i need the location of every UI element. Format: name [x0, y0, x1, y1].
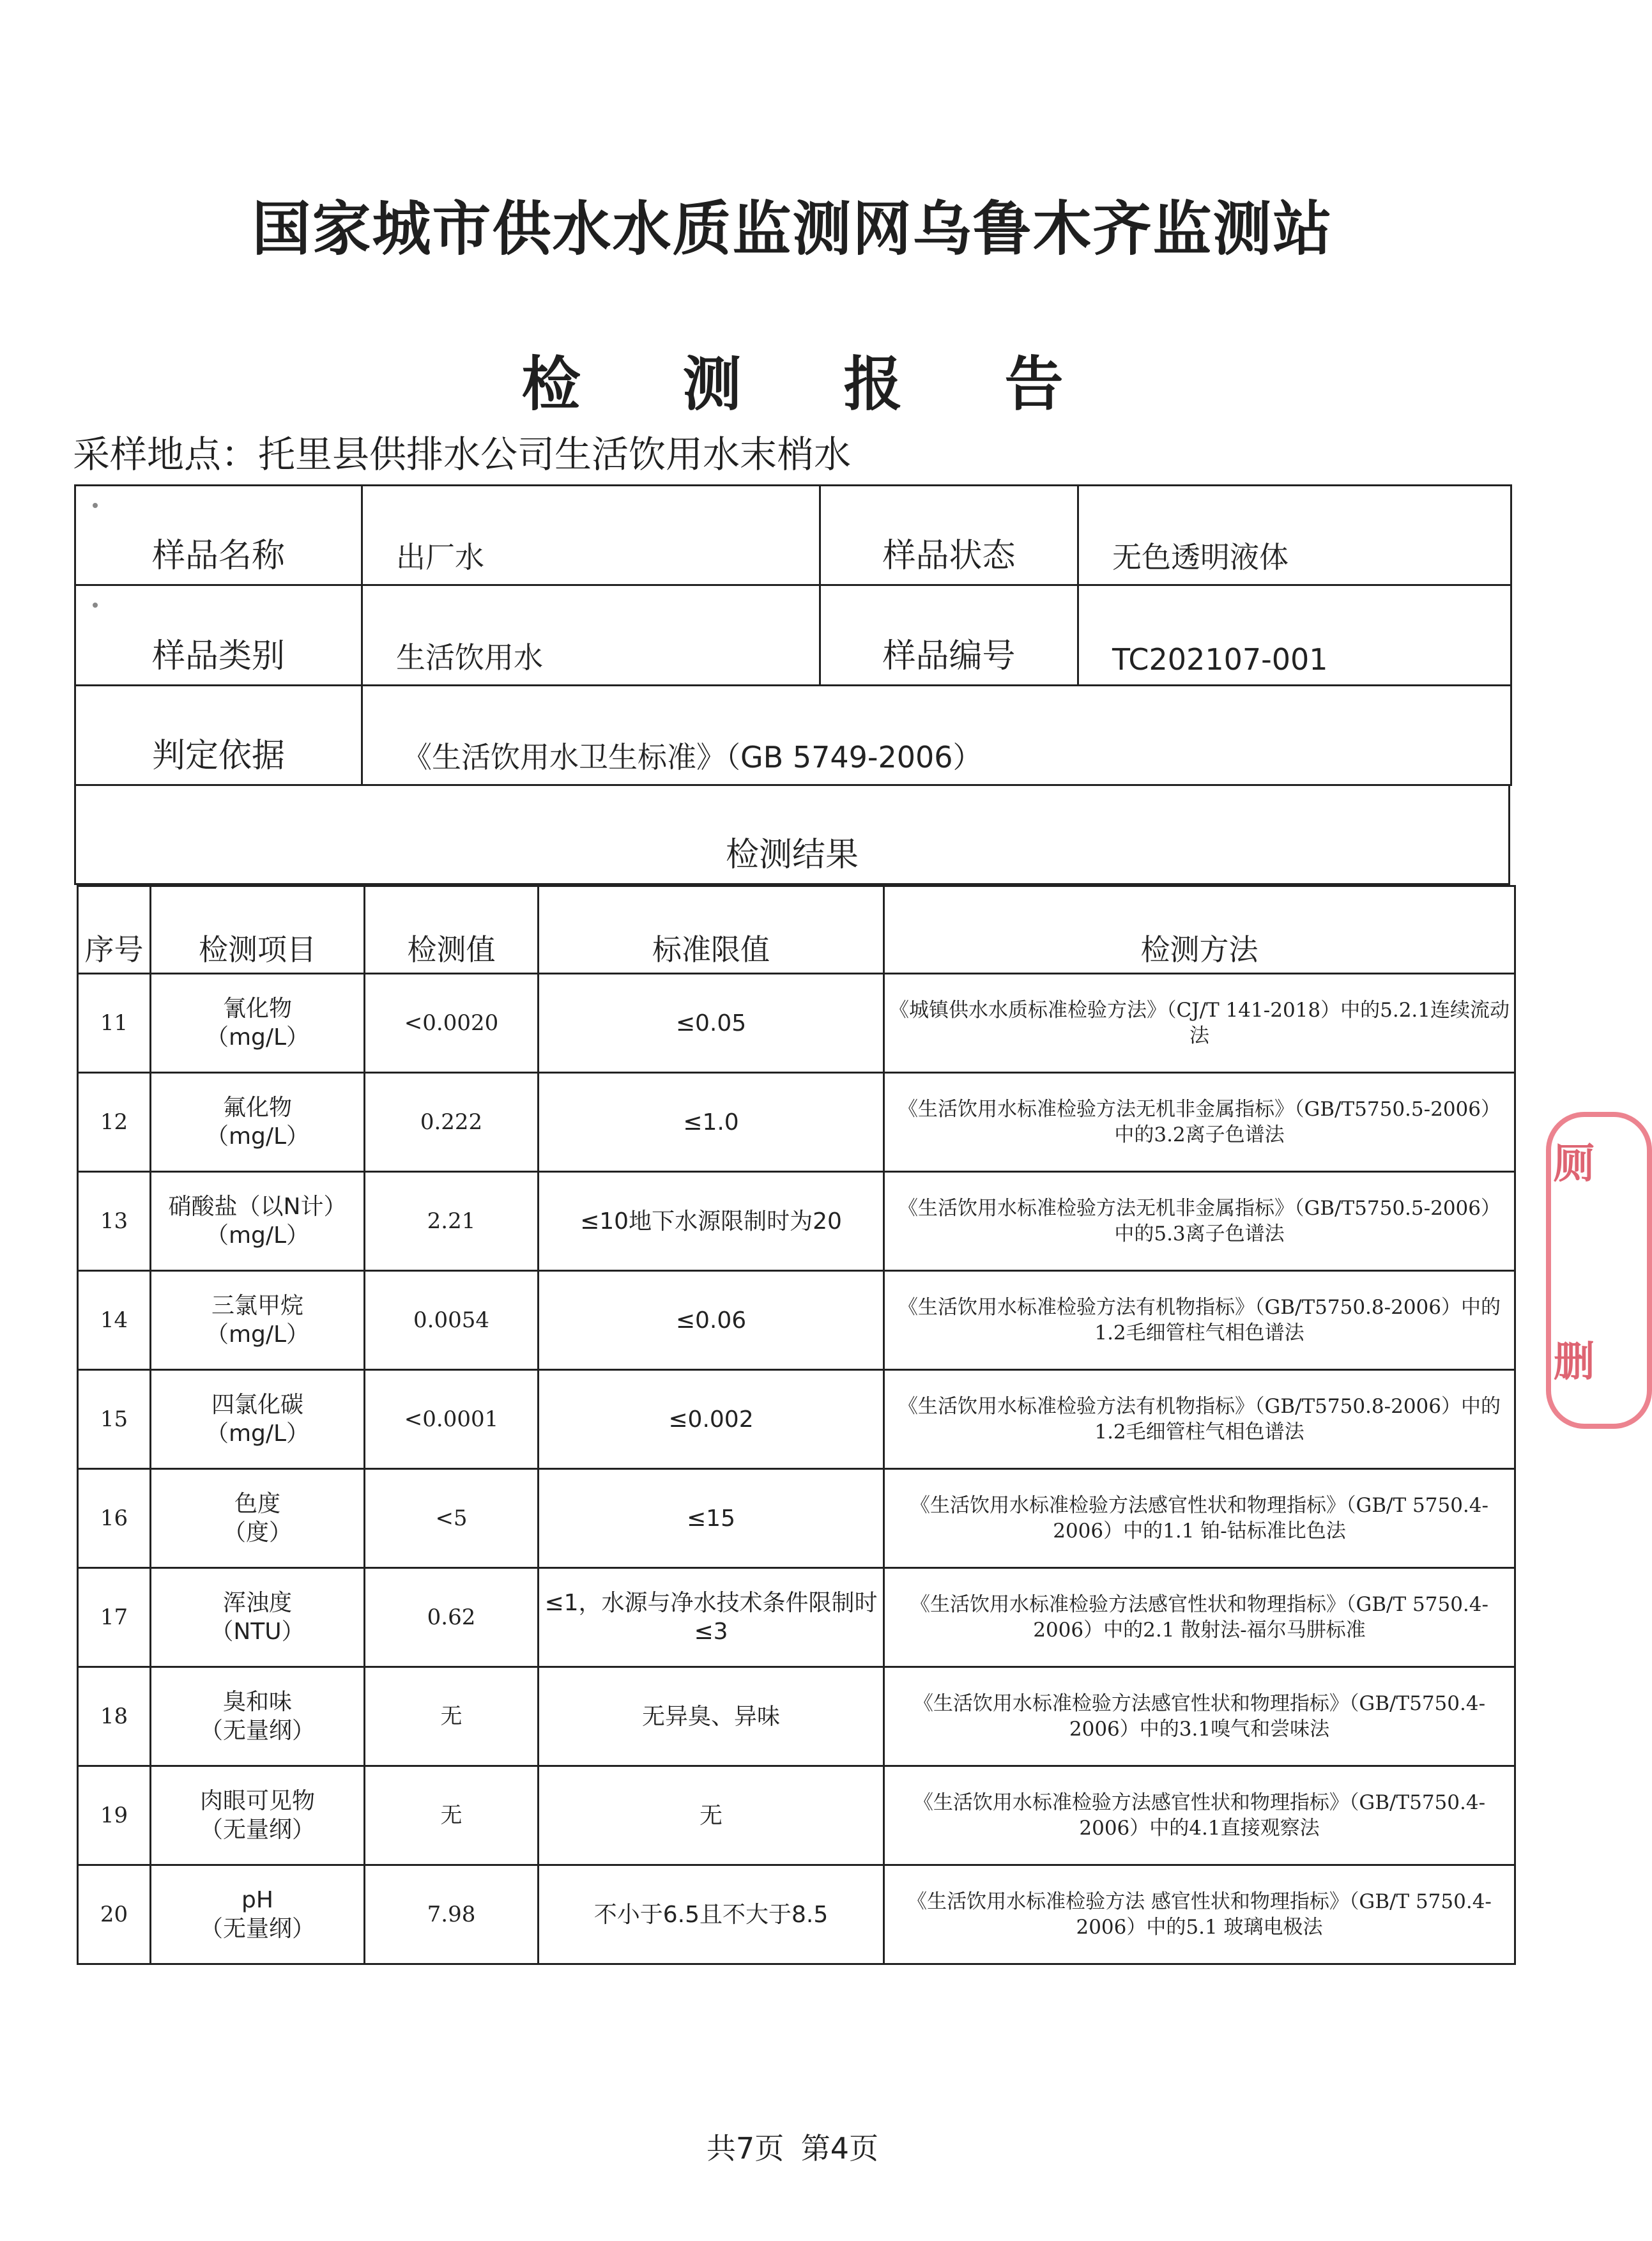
item-unit: （无量纲） [199, 1718, 315, 1744]
organization-title: 国家城市供水水质监测网乌鲁木齐监测站 [252, 195, 1333, 263]
row-no: 15 [78, 1370, 151, 1469]
col-header-value: 检测值 [365, 886, 539, 974]
row-value: <5 [365, 1469, 539, 1568]
col-header-limit: 标准限值 [539, 886, 884, 974]
sample-state-value: 无色透明液体 [1078, 486, 1511, 585]
row-limit: ≤1.0 [539, 1073, 884, 1172]
row-value: 7.98 [365, 1865, 539, 1964]
row-limit: 无 [539, 1766, 884, 1865]
row-value: <0.0001 [365, 1370, 539, 1469]
item-name: 氟化物 [222, 1095, 292, 1121]
table-row [78, 1667, 1515, 1766]
item-unit: （mg/L） [205, 1123, 310, 1150]
row-limit: ≤0.002 [539, 1370, 884, 1469]
row-limit: ≤15 [539, 1469, 884, 1568]
row-method: 《生活饮用水标准检验方法感官性状和物理指标》（GB/T5750.4-2006）中的3.1嗅气和尝味法 [884, 1667, 1515, 1766]
row-no: 13 [78, 1172, 151, 1271]
row-no: 17 [78, 1568, 151, 1667]
seal-character-top: 厕 [1554, 1141, 1595, 1188]
row-no: 16 [78, 1469, 151, 1568]
row-item [151, 1469, 365, 1568]
item-name: 色度 [234, 1491, 280, 1517]
table-row [78, 1568, 1515, 1667]
row-no: 19 [78, 1766, 151, 1865]
sample-state-label: 样品状态 [820, 486, 1078, 585]
row-no: 14 [78, 1271, 151, 1370]
basis-value: 《生活饮用水卫生标准》（GB 5749-2006） [362, 685, 1511, 785]
item-unit: （度） [222, 1520, 292, 1546]
results-table [77, 885, 1516, 1965]
row-method: 《生活饮用水标准检验方法有机物指标》（GB/T5750.8-2006）中的1.2毛细管柱气相色谱法 [884, 1271, 1515, 1370]
results-title: 检测结果 [725, 836, 859, 874]
seal-character-bottom: 删 [1554, 1339, 1595, 1386]
table-row [78, 974, 1515, 1073]
row-item [151, 1271, 365, 1370]
item-name: 浑浊度 [222, 1590, 292, 1616]
table-row [78, 1469, 1515, 1568]
row-method: 《生活饮用水标准检验方法无机非金属指标》（GB/T5750.5-2006）中的3.2离子色谱法 [884, 1073, 1515, 1172]
row-limit: ≤0.05 [539, 974, 884, 1073]
report-title: 检测报告 [521, 350, 1166, 419]
row-method: 《生活饮用水标准检验方法有机物指标》（GB/T5750.8-2006）中的1.2毛细管柱气相色谱法 [884, 1370, 1515, 1469]
item-name: pH [241, 1887, 273, 1913]
item-unit: （无量纲） [199, 1916, 315, 1942]
row-value: 0.62 [365, 1568, 539, 1667]
results-section-header [74, 784, 1510, 885]
item-name: 肉眼可见物 [199, 1788, 315, 1814]
row-method: 《城镇供水水质标准检验方法》（CJ/T 141-2018）中的5.2.1连续流动法 [884, 974, 1515, 1073]
row-item [151, 1172, 365, 1271]
row-method: 《生活饮用水标准检验方法 感官性状和物理指标》（GB/T 5750.4-2006）中的5.1 玻璃电极法 [884, 1865, 1515, 1964]
col-header-item: 检测项目 [151, 886, 365, 974]
row-value: <0.0020 [365, 974, 539, 1073]
row-value: 无 [365, 1667, 539, 1766]
row-value: 0.0054 [365, 1271, 539, 1370]
item-name: 氰化物 [222, 996, 292, 1022]
row-limit: ≤10地下水源限制时为20 [539, 1172, 884, 1271]
sampling-site: 采样地点：托里县供排水公司生活饮用水末梢水 [73, 433, 852, 476]
row-value: 无 [365, 1766, 539, 1865]
row-method: 《生活饮用水标准检验方法感官性状和物理指标》（GB/T 5750.4-2006）中的1.1 铂-钴标准比色法 [884, 1469, 1515, 1568]
results-header-row [78, 886, 1515, 974]
row-value: 0.222 [365, 1073, 539, 1172]
row-limit: ≤0.06 [539, 1271, 884, 1370]
table-row [78, 1865, 1515, 1964]
sample-info-table [74, 484, 1512, 786]
row-item [151, 1568, 365, 1667]
row-item [151, 1865, 365, 1964]
row-item [151, 1370, 365, 1469]
item-unit: （mg/L） [205, 1024, 310, 1051]
item-unit: （mg/L） [205, 1222, 310, 1249]
table-row [78, 1766, 1515, 1865]
col-header-method: 检测方法 [884, 886, 1515, 974]
item-name: 四氯化碳 [211, 1392, 303, 1418]
sample-category-label: 样品类别 [75, 585, 362, 685]
sample-name-value: 出厂水 [362, 486, 820, 585]
row-item [151, 1667, 365, 1766]
item-unit: （无量纲） [199, 1817, 315, 1843]
row-method: 《生活饮用水标准检验方法无机非金属指标》（GB/T5750.5-2006）中的5.3离子色谱法 [884, 1172, 1515, 1271]
sample-number-label: 样品编号 [820, 585, 1078, 685]
item-unit: （mg/L） [205, 1321, 310, 1348]
row-no: 20 [78, 1865, 151, 1964]
item-name: 三氯甲烷 [211, 1293, 303, 1319]
row-item [151, 974, 365, 1073]
row-no: 11 [78, 974, 151, 1073]
item-name: 硝酸盐（以N计） [168, 1194, 347, 1220]
row-value: 2.21 [365, 1172, 539, 1271]
row-no: 12 [78, 1073, 151, 1172]
row-item [151, 1766, 365, 1865]
row-item [151, 1073, 365, 1172]
sample-name-label: 样品名称 [75, 486, 362, 585]
row-no: 18 [78, 1667, 151, 1766]
item-unit: （mg/L） [205, 1421, 310, 1447]
basis-label: 判定依据 [75, 685, 362, 785]
item-name: 臭和味 [222, 1689, 292, 1715]
table-row [78, 1370, 1515, 1469]
row-method: 《生活饮用水标准检验方法感官性状和物理指标》（GB/T 5750.4-2006）中的2.1 散射法-福尔马肼标准 [884, 1568, 1515, 1667]
table-row [78, 1073, 1515, 1172]
sample-number-value: TC202107-001 [1078, 585, 1511, 685]
item-unit: （NTU） [210, 1619, 305, 1645]
col-header-no: 序号 [78, 886, 151, 974]
table-row [78, 1172, 1515, 1271]
table-row [78, 1271, 1515, 1370]
row-method: 《生活饮用水标准检验方法感官性状和物理指标》（GB/T5750.4-2006）中的4.1直接观察法 [884, 1766, 1515, 1865]
sample-category-value: 生活饮用水 [362, 585, 820, 685]
page-number: 共7页 第4页 [706, 2131, 879, 2166]
row-limit: 不小于6.5且不大于8.5 [539, 1865, 884, 1964]
row-limit: ≤1，水源与净水技术条件限制时≤3 [539, 1568, 884, 1667]
row-limit: 无异臭、异味 [539, 1667, 884, 1766]
